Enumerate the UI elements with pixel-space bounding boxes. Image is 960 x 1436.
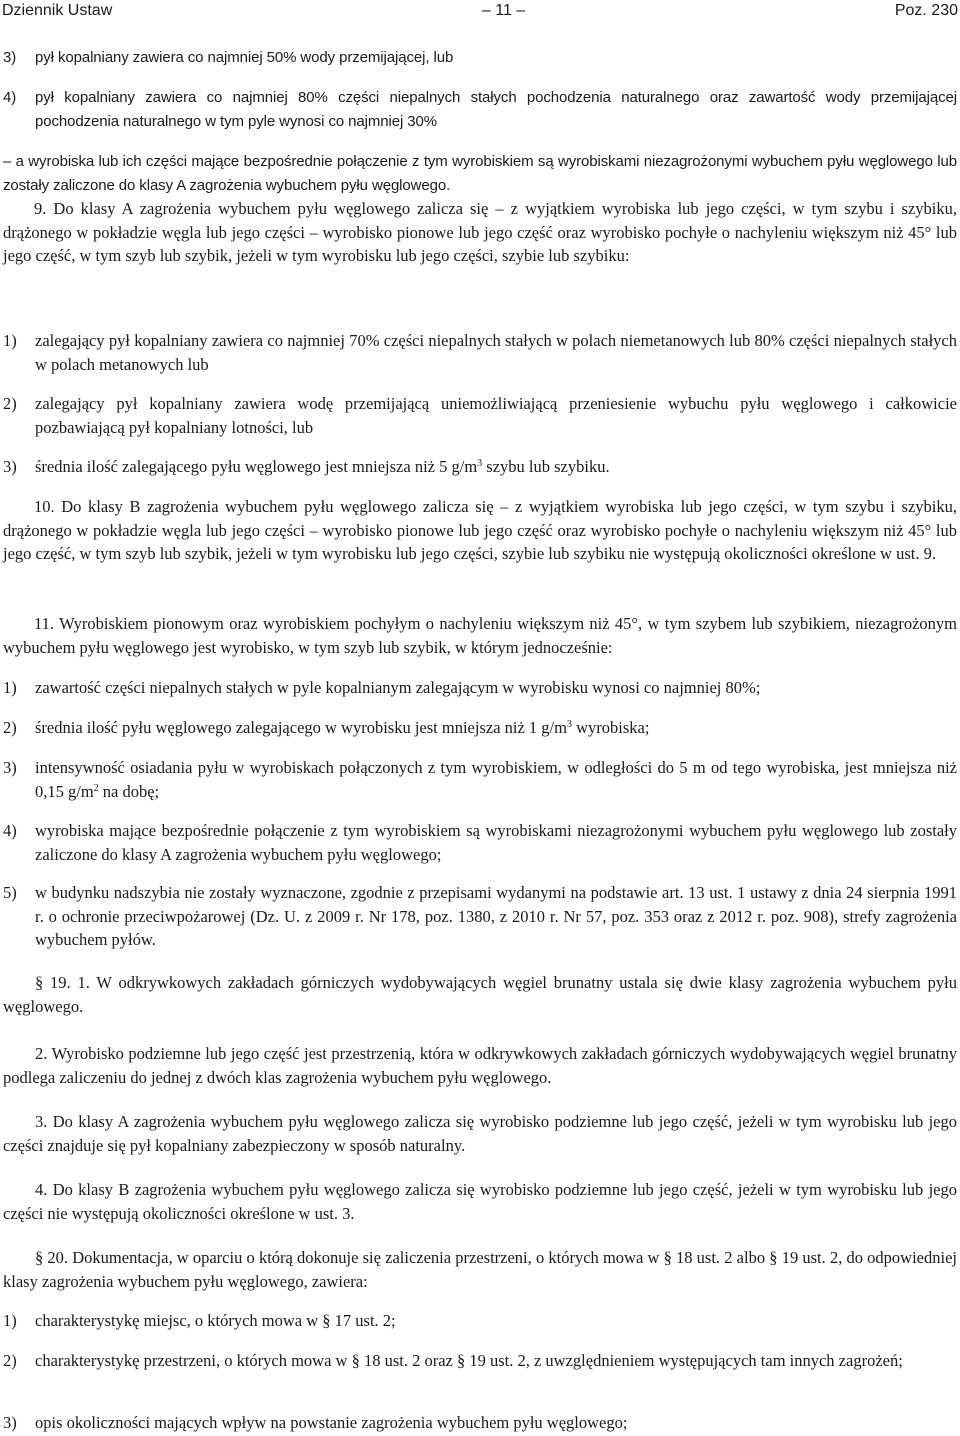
- list-item: [3, 392, 957, 439]
- item-text: w budynku nadszybia nie zostały wyznaczone, zgodnie z przepisami wydanymi na podstawie art. 13 ust. 1 ustawy z dnia 24 sierpnia 1991 r. o ochronie przeciwpożarowej (Dz. U. z 2009 r. Nr 178, poz. 1380, z 2010 r. Nr 57, poz. 353 oraz z 2012 r. poz. 908), strefy zagrożenia wybuchem pyłów.: [35, 883, 957, 949]
- section-19-3: [3, 1110, 957, 1157]
- position-number: Poz. 230: [894, 2, 958, 19]
- section-19-1: [3, 971, 957, 1018]
- page-header: [2, 0, 958, 24]
- item-text: pył kopalniany zawiera co najmniej 80% części niepalnych stałych pochodzenia naturalnego oraz zawartość wody przemijającej pochodzenia naturalnego w tym pyle wynosi co najmniej 30%: [35, 89, 957, 130]
- paragraph-text: 2. Wyrobisko podziemne lub jego część jest przestrzenią, która w odkrywkowych zakładach górniczych wydobywających węgiel brunatny podlega zaliczeniu do jednej z dwóch klas zagrożenia wybuchem pyłu węglowego.: [3, 1044, 957, 1087]
- item-text: charakterystykę przestrzeni, o których mowa w § 18 ust. 2 oraz § 19 ust. 2, z uwzględnieniem występujących tam innych zagrożeń;: [35, 1351, 903, 1370]
- list-item: [3, 756, 957, 803]
- item-number: 3): [3, 1413, 17, 1432]
- section-20: [3, 1246, 957, 1293]
- list-item: [3, 329, 957, 376]
- paragraph-text: 4. Do klasy B zagrożenia wybuchem pyłu węglowego zalicza się wyrobisko podziemne lub jego część, jeżeli w tym wyrobisku lub jego części nie występują okoliczności określone w ust. 3.: [3, 1180, 957, 1223]
- journal-name: Dziennik Ustaw: [2, 2, 113, 19]
- item-number: 1): [3, 331, 17, 350]
- list-item: [3, 455, 957, 479]
- item-text: średnia ilość pyłu węglowego zalegającego w wyrobisku jest mniejsza niż 1 $g/m^3$ wyrobiska;: [35, 718, 650, 737]
- item-number: 3): [3, 457, 17, 476]
- item-number: 3): [3, 49, 17, 66]
- list-item: [3, 1411, 957, 1435]
- list-item: [3, 1349, 957, 1373]
- page-number: – 11 –: [481, 2, 526, 19]
- dash-paragraph: – a wyrobiska lub ich części mające bezpośrednie połączenie z tym wyrobiskiem są wyrobiskami niezagrożonymi wybuchem pyłu węglowego lub zostały zaliczone do klasy A zagrożenia wybuchem pyłu węglowego.: [3, 153, 957, 194]
- item-number: 1): [3, 678, 17, 697]
- item-text: zalegający pył kopalniany zawiera wodę przemijającą uniemożliwiającą przeniesienie wybuchu pyłu węglowego i całkowicie pozbawiającą pył kopalniany lotności, lub: [35, 394, 957, 437]
- item-number: 2): [3, 718, 17, 737]
- item-number: 3): [3, 758, 17, 777]
- list-item: [3, 1309, 957, 1333]
- paragraph-text: 10. Do klasy B zagrożenia wybuchem pyłu węglowego zalicza się – z wyjątkiem wyrobiska lub jego części, w tym szybu i szybiku, drążonego w pokładzie węgla lub jego części – wyrobisko pionowe lub jego część oraz wyrobisko pochyłe o nachyleniu większym niż 45° lub jego część, w tym szyb lub szybik, jeżeli w tym wyrobisku lub jego części, szybie lub szybiku nie występują okoliczności określone w ust. 9.: [3, 497, 957, 563]
- item-number: 1): [3, 1311, 17, 1330]
- item-number: 4): [3, 821, 17, 840]
- paragraph-text: § 20. Dokumentacja, w oparciu o którą dokonuje się zaliczenia przestrzeni, o których mowa w § 18 ust. 2 albo § 19 ust. 2, do odpowiedniej klasy zagrożenia wybuchem pyłu węglowego, zawiera:: [3, 1248, 957, 1291]
- item-text: opis okoliczności mających wpływ na powstanie zagrożenia wybuchem pyłu węglowego;: [35, 1413, 628, 1432]
- item-number: 4): [3, 89, 17, 106]
- paragraph-text: 9. Do klasy A zagrożenia wybuchem pyłu węglowego zalicza się – z wyjątkiem wyrobiska lub jego części, w tym szybu i szybiku, drążonego w pokładzie węgla lub jego części – wyrobisko pionowe lub jego część oraz wyrobisko pochyłe o nachyleniu większym niż 45° lub jego część, w tym szyb lub szybik, jeżeli w tym wyrobisku lub jego części, szybie lub szybiku:: [3, 199, 957, 265]
- list-item: [3, 819, 957, 866]
- item-text: intensywność osiadania pyłu w wyrobiskach połączonych z tym wyrobiskiem, w odległości do 5 m od tego wyrobiska, jest mniejsza niż 0,15 $g/m^2$ na dobę;: [35, 758, 957, 801]
- section-19-2: [3, 1042, 957, 1089]
- list-item: [3, 881, 957, 952]
- item-text: pył kopalniany zawiera co najmniej 50% wody przemijającej, lub: [35, 49, 454, 66]
- item-text: średnia ilość zalegającego pyłu węglowego jest mniejsza niż 5 $g/m^3$ szybu lub szybiku.: [35, 457, 610, 476]
- item-text: wyrobiska mające bezpośrednie połączenie z tym wyrobiskiem są wyrobiskami niezagrożonymi wybuchem pyłu węglowego lub zostały zaliczone do klasy A zagrożenia wybuchem pyłu węglowego;: [35, 821, 957, 864]
- list-item: [3, 46, 957, 70]
- paragraph-9: [3, 197, 957, 268]
- item-text: charakterystykę miejsc, o których mowa w § 17 ust. 2;: [35, 1311, 396, 1330]
- item-text: zalegający pył kopalniany zawiera co najmniej 70% części niepalnych stałych w polach niemetanowych lub 80% części niepalnych stałych w polach metanowych lub: [35, 331, 957, 374]
- paragraph-text: 11. Wyrobiskiem pionowym oraz wyrobiskiem pochyłym o nachyleniu większym niż 45°, w tym szybem lub szybikiem, niezagrożonym wybuchem pyłu węglowego jest wyrobisko, w tym szyb lub szybik, w którym jednocześnie:: [3, 614, 957, 657]
- item-number: 2): [3, 394, 17, 413]
- list-item: [3, 676, 957, 700]
- paragraph-11: [3, 612, 957, 659]
- paragraph-10: [3, 495, 957, 566]
- item-number: 2): [3, 1351, 17, 1370]
- paragraph-text: 3. Do klasy A zagrożenia wybuchem pyłu węglowego zalicza się wyrobisko podziemne lub jego część, jeżeli w tym wyrobisku lub jego części znajduje się pył kopalniany zabezpieczony w sposób naturalny.: [3, 1112, 957, 1155]
- item-number: 5): [3, 883, 17, 902]
- list-item: [3, 86, 957, 133]
- list-item: [3, 716, 957, 740]
- paragraph-text: § 19. 1. W odkrywkowych zakładach górniczych wydobywających węgiel brunatny ustala się dwie klasy zagrożenia wybuchem pyłu węglowego.: [3, 973, 957, 1016]
- section-19-4: [3, 1178, 957, 1225]
- item-text: zawartość części niepalnych stałych w pyle kopalnianym zalegającym w wyrobisku wynosi co najmniej 80%;: [35, 678, 761, 697]
